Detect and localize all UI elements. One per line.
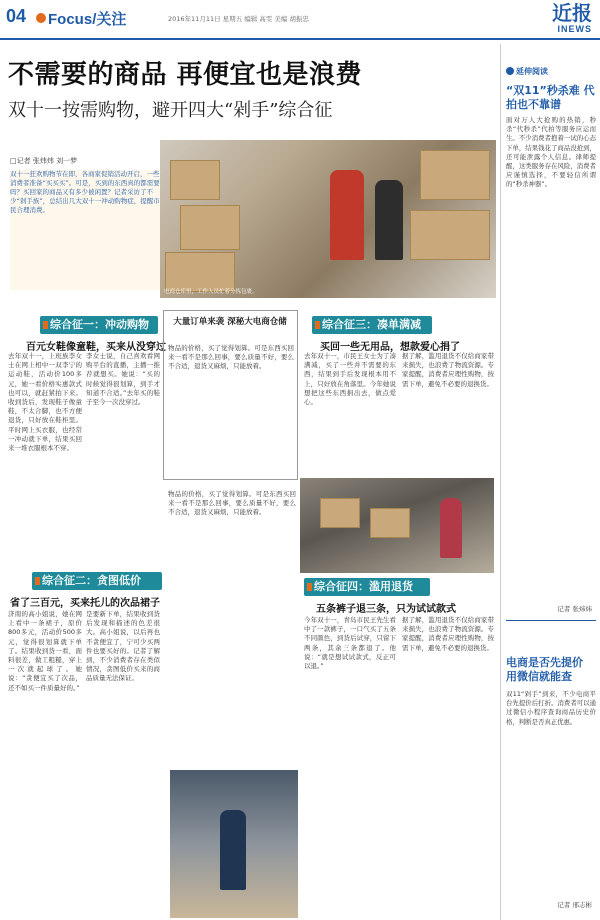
extended-reading-text: 延伸阅读 — [516, 67, 548, 76]
byline: □记者 张炜炜 刘一梦 — [10, 157, 78, 165]
sidebar-title-2: 电商是否先提价 用微信就能查 — [506, 656, 583, 683]
sidebar-title-1: “双11”秒杀难 代拍也不靠谱 — [506, 84, 595, 111]
column-text: 是要新下单，结果收到货后发现和描述的色差很大。高小姐说，以后再也不贪便宜了，宁可少买两件也要买好的。记者了解到，不少消费者存在类似情况，贪图低价买来的商品质量无法保证。 — [86, 610, 160, 683]
section-title-2: 省了三百元，买来托儿的次品裙子 — [10, 598, 160, 609]
box-title: 大量订单来袭 深秘大电商仓储 — [173, 317, 287, 327]
column-text: 今年双十一，青岛市民王先生看中了一款裤子，一口气买了五条不同颜色，到货后试穿，只留下两条，其余三条都退了。他说：“就是想试试款式，反正可以退。” — [304, 616, 396, 671]
section-title-3: 买回一些无用品，想款爱心捐了 — [320, 342, 460, 353]
sorting-photo — [300, 478, 494, 573]
section-header-2: 综合征二：贪图低价 — [32, 572, 162, 590]
issue-meta: 2016年11月11日 星期五 编辑 高雯 美编 胡振忠 — [168, 15, 309, 23]
sidebar-author-2: 记者 邢志彬 — [557, 901, 592, 909]
column-text: 据了解，滥用退货不仅给商家带来损失，也浪费了物流资源。专家提醒，消费者应理性购物，按需下单，避免不必要的退换货。 — [402, 352, 494, 388]
worker-figure — [330, 170, 364, 260]
parcel-shape — [410, 210, 490, 260]
brand-en: INEWS — [557, 24, 592, 34]
lead-paragraph: 双十一狂欢购物节在即，各商家促销活动开启，一些消费者准备“买买买”。可是，买到的东西真的都需要吗？买回家的商品又有多少被闲置？记者采访了不少“剁手族”，总结出几大双十一冲动购物症，提醒市民合理消费。 — [10, 170, 160, 290]
section-name: Focus — [48, 11, 93, 28]
warehouse-photo — [160, 140, 496, 298]
section-header-1: 综合征一：冲动购物 — [40, 316, 158, 334]
parcel-shape — [170, 160, 220, 200]
courier-figure — [220, 810, 246, 890]
sidebar-text-2: 双11“剁手”到来，不少电商平台先提价后打折。消费者可以通过微信小程序查询商品历史价格，判断是否真正优惠。 — [506, 690, 596, 726]
photo-caption: 电商仓库里，工作人员忙着分拣包裹。 — [164, 289, 258, 295]
worker-figure — [375, 180, 403, 260]
section-header-4: 综合征四：滥用退货 — [304, 578, 430, 596]
section-title-1: 百元女鞋像童鞋，买来从没穿过 — [26, 342, 166, 353]
worker-figure — [440, 498, 462, 558]
focus-dot-icon — [36, 13, 46, 23]
page-number: 04 — [6, 6, 27, 26]
courier-photo — [170, 770, 298, 918]
parcel-shape — [320, 498, 360, 528]
parcel-shape — [370, 508, 410, 538]
column-text: 李女士说，自己喜欢看网购平台的直播，主播一推荐就想买。她说：“买的时候觉得很划算，到手才知道不合适。”去年买的鞋子至今一次没穿过。 — [86, 352, 160, 407]
page-header — [0, 0, 600, 40]
brand-cn: 近报 — [552, 1, 592, 25]
sidebar-divider — [506, 620, 596, 621]
section-logo: Focus/关注 — [36, 8, 126, 29]
sidebar-author-1: 记者 张炜炜 — [557, 605, 592, 613]
section-title-4: 五条裤子退三条，只为试试款式 — [316, 604, 456, 615]
column-text: 济南的高小姐说，她在网上看中一条裙子，原价800多元，活动价500多元，觉得很划算就下单了。结果收到货一看，面料很差，做工粗糙，穿上一次就起球了。她说：“贪便宜买了次品，还不如买一件质量好的。” — [8, 610, 82, 692]
subheadline: 双十一按需购物，避开四大“剁手”综合征 — [8, 100, 333, 121]
section-name-cn: 关注 — [96, 11, 127, 28]
parcel-shape — [165, 252, 235, 292]
extended-reading-label — [506, 66, 548, 77]
column-text: 物品的价格，买了觉得划算。可是东西买回来一看不是那么回事，要么质量不好，要么不合适，退货又麻烦，只能放着。 — [168, 344, 294, 371]
main-headline: 不需要的商品 再便宜也是浪费 — [8, 60, 363, 90]
bullet-icon — [506, 67, 514, 75]
column-text: 去年双十一，市民王女士为了凑满减，买了一些并不需要的东西，结果到手后发现根本用不上，只好放在角落里。今年她说想把这些东西捐出去，做点爱心。 — [304, 352, 396, 407]
section-header-3: 综合征三：凑单满减 — [312, 316, 432, 334]
parcel-shape — [180, 205, 240, 250]
sidebar-text-1: 面对万人大抢购的热销，秒杀“代秒杀”代拍等服务应运而生。不少消费者抱着一试的心态下单，结果钱花了商品没抢到，还可能泄露个人信息。律师提醒，这类服务存在风险，消费者应谨慎选择，不要轻信所谓的“秒杀神器”。 — [506, 116, 596, 189]
parcel-shape — [420, 150, 490, 200]
column-text: 据了解，滥用退货不仅给商家带来损失，也浪费了物流资源。专家提醒，消费者应理性购物，按需下单，避免不必要的退换货。 — [402, 616, 494, 652]
column-text: 去年双十一，上班族李女士在网上相中一双李宁的运动鞋，活动价100多元，她一看价格实惠款式也可以，就赶紧拍下来。收到货后，发现鞋子像童鞋，不太合脚，也不方便退货，只好放在鞋柜里。平时网上买衣服，也经常一冲动就下单，结果买回来一堆衣服根本不穿。 — [8, 352, 82, 453]
newspaper-logo — [552, 2, 592, 34]
column-text: 物品的价格，买了觉得划算。可是东西买回来一看不是那么回事，要么质量不好，要么不合适，退货又麻烦，只能放着。 — [168, 490, 296, 517]
